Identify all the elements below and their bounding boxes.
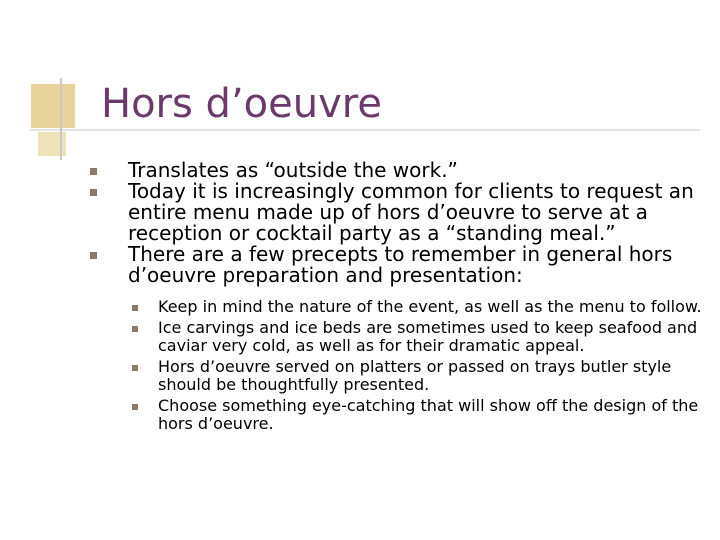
bullet-item [90,244,700,433]
sub-bullet-list [122,298,702,433]
sub-bullet-text: Hors d’oeuvre served on platters or passed on trays butler style should be thoughtfully presented. [158,357,672,394]
bullet-item [90,160,700,181]
sub-bullet-item [122,298,702,316]
sub-bullet-text: Keep in mind the nature of the event, as well as the menu to follow. [158,297,702,316]
square-bullet-icon [90,189,97,196]
bullet-text: Today it is increasingly common for clients to request an entire menu made up of hors d’oeuvre to serve at a reception or cocktail party as a “standing meal.” [128,179,694,245]
square-bullet-icon [90,252,97,259]
bullet-list [90,160,700,436]
bullet-text: Translates as “outside the work.” [128,158,458,182]
slide-title: Hors d’oeuvre [101,81,382,127]
square-bullet-icon [132,326,138,332]
sub-bullet-item [122,397,702,433]
square-bullet-icon [90,168,97,175]
bullet-item [90,181,700,244]
accent-square-large [31,84,75,128]
square-bullet-icon [132,404,138,410]
bullet-text: There are a few precepts to remember in general hors d’oeuvre preparation and presentation: [128,242,673,287]
square-bullet-icon [132,305,138,311]
sub-bullet-text: Choose something eye-catching that will show off the design of the hors d’oeuvre. [158,396,699,433]
sub-bullet-item [122,358,702,394]
sub-bullet-item [122,319,702,355]
sub-bullet-text: Ice carvings and ice beds are sometimes used to keep seafood and caviar very cold, as well as for their dramatic appeal. [158,318,698,355]
square-bullet-icon [132,365,138,371]
